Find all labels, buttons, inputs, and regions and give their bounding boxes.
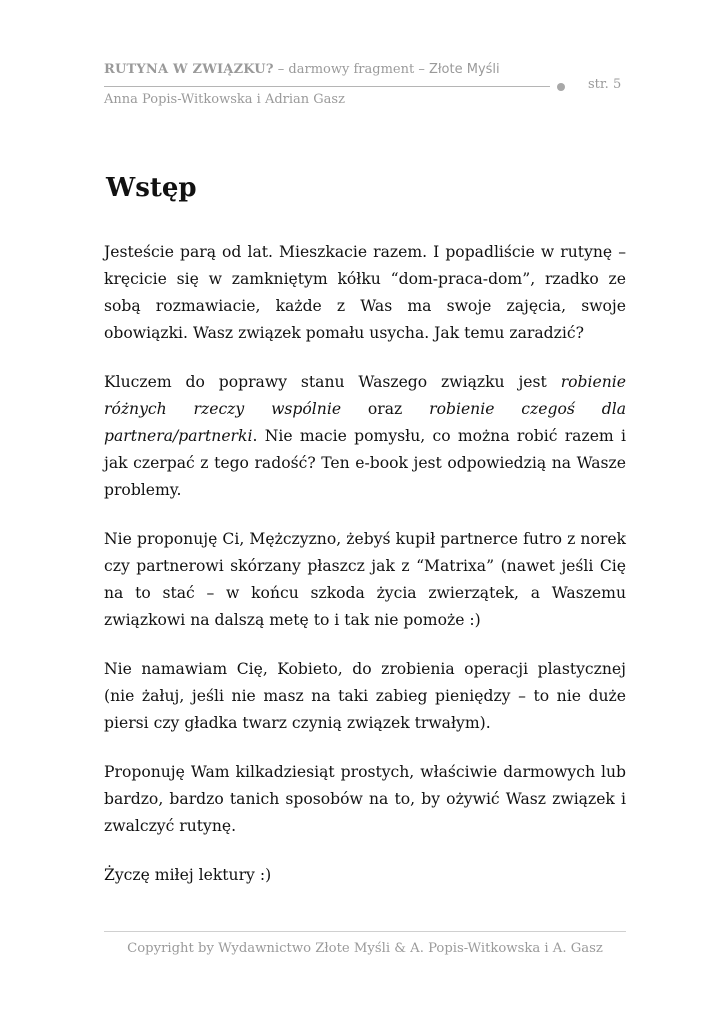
footer-divider [104,931,626,932]
paragraph-2-text-e: . Nie macie pomysłu, co można robić razem i jak czerpać z tego radość? Ten e-book jest odpowiedzią na Wasze problemy. [104,427,626,499]
paragraph-5: Proponuję Wam kilkadziesiąt prostych, właściwie darmowych lub bardzo, bardzo tanich sposobów na to, by ożywić Wasz związek i zwalczyć rutynę. [104,763,626,835]
header-divider [104,86,550,87]
header-separator: – darmowy fragment – [273,62,429,77]
paragraph-2-text-c: oraz [341,400,430,418]
page-number: str. 5 [588,77,622,92]
paragraph-2-emphasis-2: robienie czegoś dla partnera/partnerki [104,400,626,445]
paragraph-4: Nie namawiam Cię, Kobieto, do zrobienia operacji plastycznej (nie żałuj, jeśli nie masz na taki zabieg pieniędzy – to nie duże piersi czy gładka twarz czynią związek trwałym). [104,660,626,732]
paragraph-2-emphasis-1: robienie różnych rzeczy wspólnie [104,373,626,418]
publisher-name: Złote Myśli [428,62,500,77]
book-title: RUTYNA W ZWIĄZKU? [104,62,274,77]
header-bullet-dot [557,83,565,91]
paragraph-2 [104,369,626,504]
paragraph-3: Nie proponuję Ci, Mężczyzno, żebyś kupił partnerce futro z norek czy partnerowi skórzany płaszcz jak z “Matrixa” (nawet jeśli Cię na to stać – w końcu szkoda życia zwierzątek, a Waszemu związkowi na dalszą metę to i tak nie pomoże :) [104,530,626,629]
running-header-title [104,62,500,77]
running-header-authors: Anna Popis-Witkowska i Adrian Gasz [104,92,345,107]
section-heading: Wstęp [106,173,197,203]
copyright-footer: Copyright by Wydawnictwo Złote Myśli & A. Popis-Witkowska i A. Gasz [127,941,603,956]
paragraph-1: Jesteście parą od lat. Mieszkacie razem. I popadliście w rutynę – kręcicie się w zamkniętym kółku “dom-praca-dom”, rzadko ze sobą rozmawiacie, każde z Was ma swoje zajęcia, swoje obowiązki. Wasz związek pomału usycha. Jak temu zaradzić? [104,243,626,342]
paragraph-6: Życzę miłej lektury :) [104,866,272,884]
paragraph-2-text-a: Kluczem do poprawy stanu Waszego związku jest [104,373,561,391]
body-text [104,239,626,911]
